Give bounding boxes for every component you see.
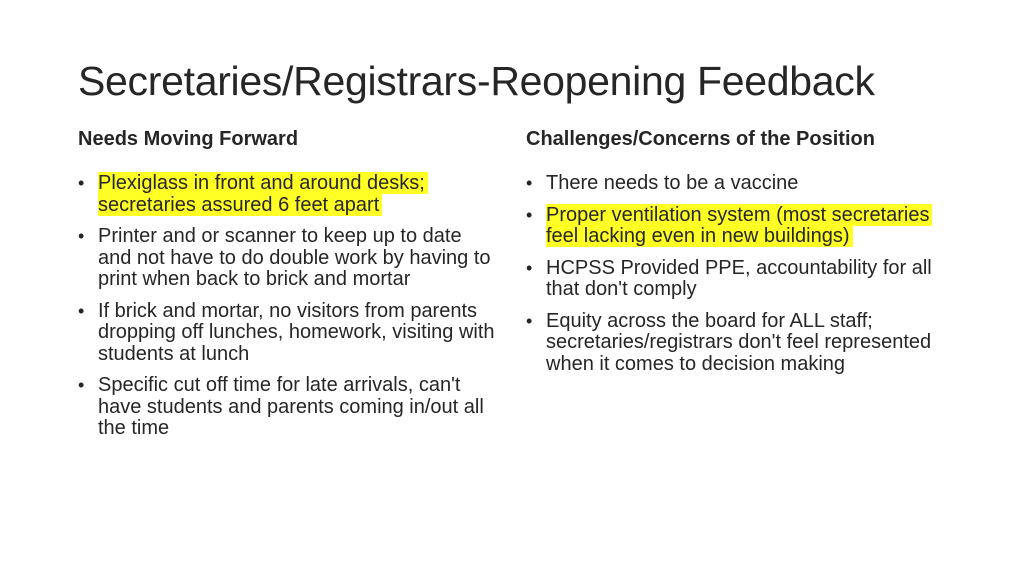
bullet-icon: • <box>526 310 533 331</box>
bullet-icon: • <box>78 300 85 321</box>
bullet-icon: • <box>526 173 533 193</box>
bullet-icon: • <box>526 204 533 225</box>
list-item <box>526 311 946 376</box>
bullet-text: HCPSS Provided PPE, accountability for all that don't comply <box>546 256 932 300</box>
bullet-text: There needs to be a vaccine <box>546 172 799 194</box>
right-bullet-list <box>526 173 946 375</box>
list-item <box>78 173 498 216</box>
bullet-text: Specific cut off time for late arrivals, can't have students and parents coming in/out all the time <box>98 374 484 439</box>
bullet-text: Printer and or scanner to keep up to date and not have to do double work by having to print when back to brick and mortar <box>98 225 491 290</box>
left-column-heading: Needs Moving Forward <box>78 128 299 150</box>
right-column <box>526 128 946 385</box>
list-item <box>526 258 946 301</box>
bullet-text: If brick and mortar, no visitors from parents dropping off lunches, homework, visiting with students at lunch <box>98 299 495 365</box>
left-column <box>78 128 498 450</box>
list-item <box>78 375 498 440</box>
bullet-icon: • <box>526 257 533 278</box>
bullet-icon: • <box>78 375 85 395</box>
list-item <box>526 205 946 248</box>
slide-title: Secretaries/Registrars-Reopening Feedback <box>78 58 875 104</box>
bullet-icon: • <box>78 226 85 246</box>
list-item <box>526 173 946 195</box>
list-item <box>78 301 498 366</box>
bullet-icon: • <box>78 173 85 193</box>
left-bullet-list <box>78 173 498 440</box>
bullet-text: Proper ventilation system (most secretaries feel lacking even in new buildings) <box>546 204 932 248</box>
list-item <box>78 226 498 291</box>
right-column-heading: Challenges/Concerns of the Position <box>526 128 875 150</box>
bullet-text: Equity across the board for ALL staff; secretaries/registrars don't feel represented when it comes to decision making <box>546 309 932 375</box>
bullet-text: Plexiglass in front and around desks; secretaries assured 6 feet apart <box>98 172 428 216</box>
